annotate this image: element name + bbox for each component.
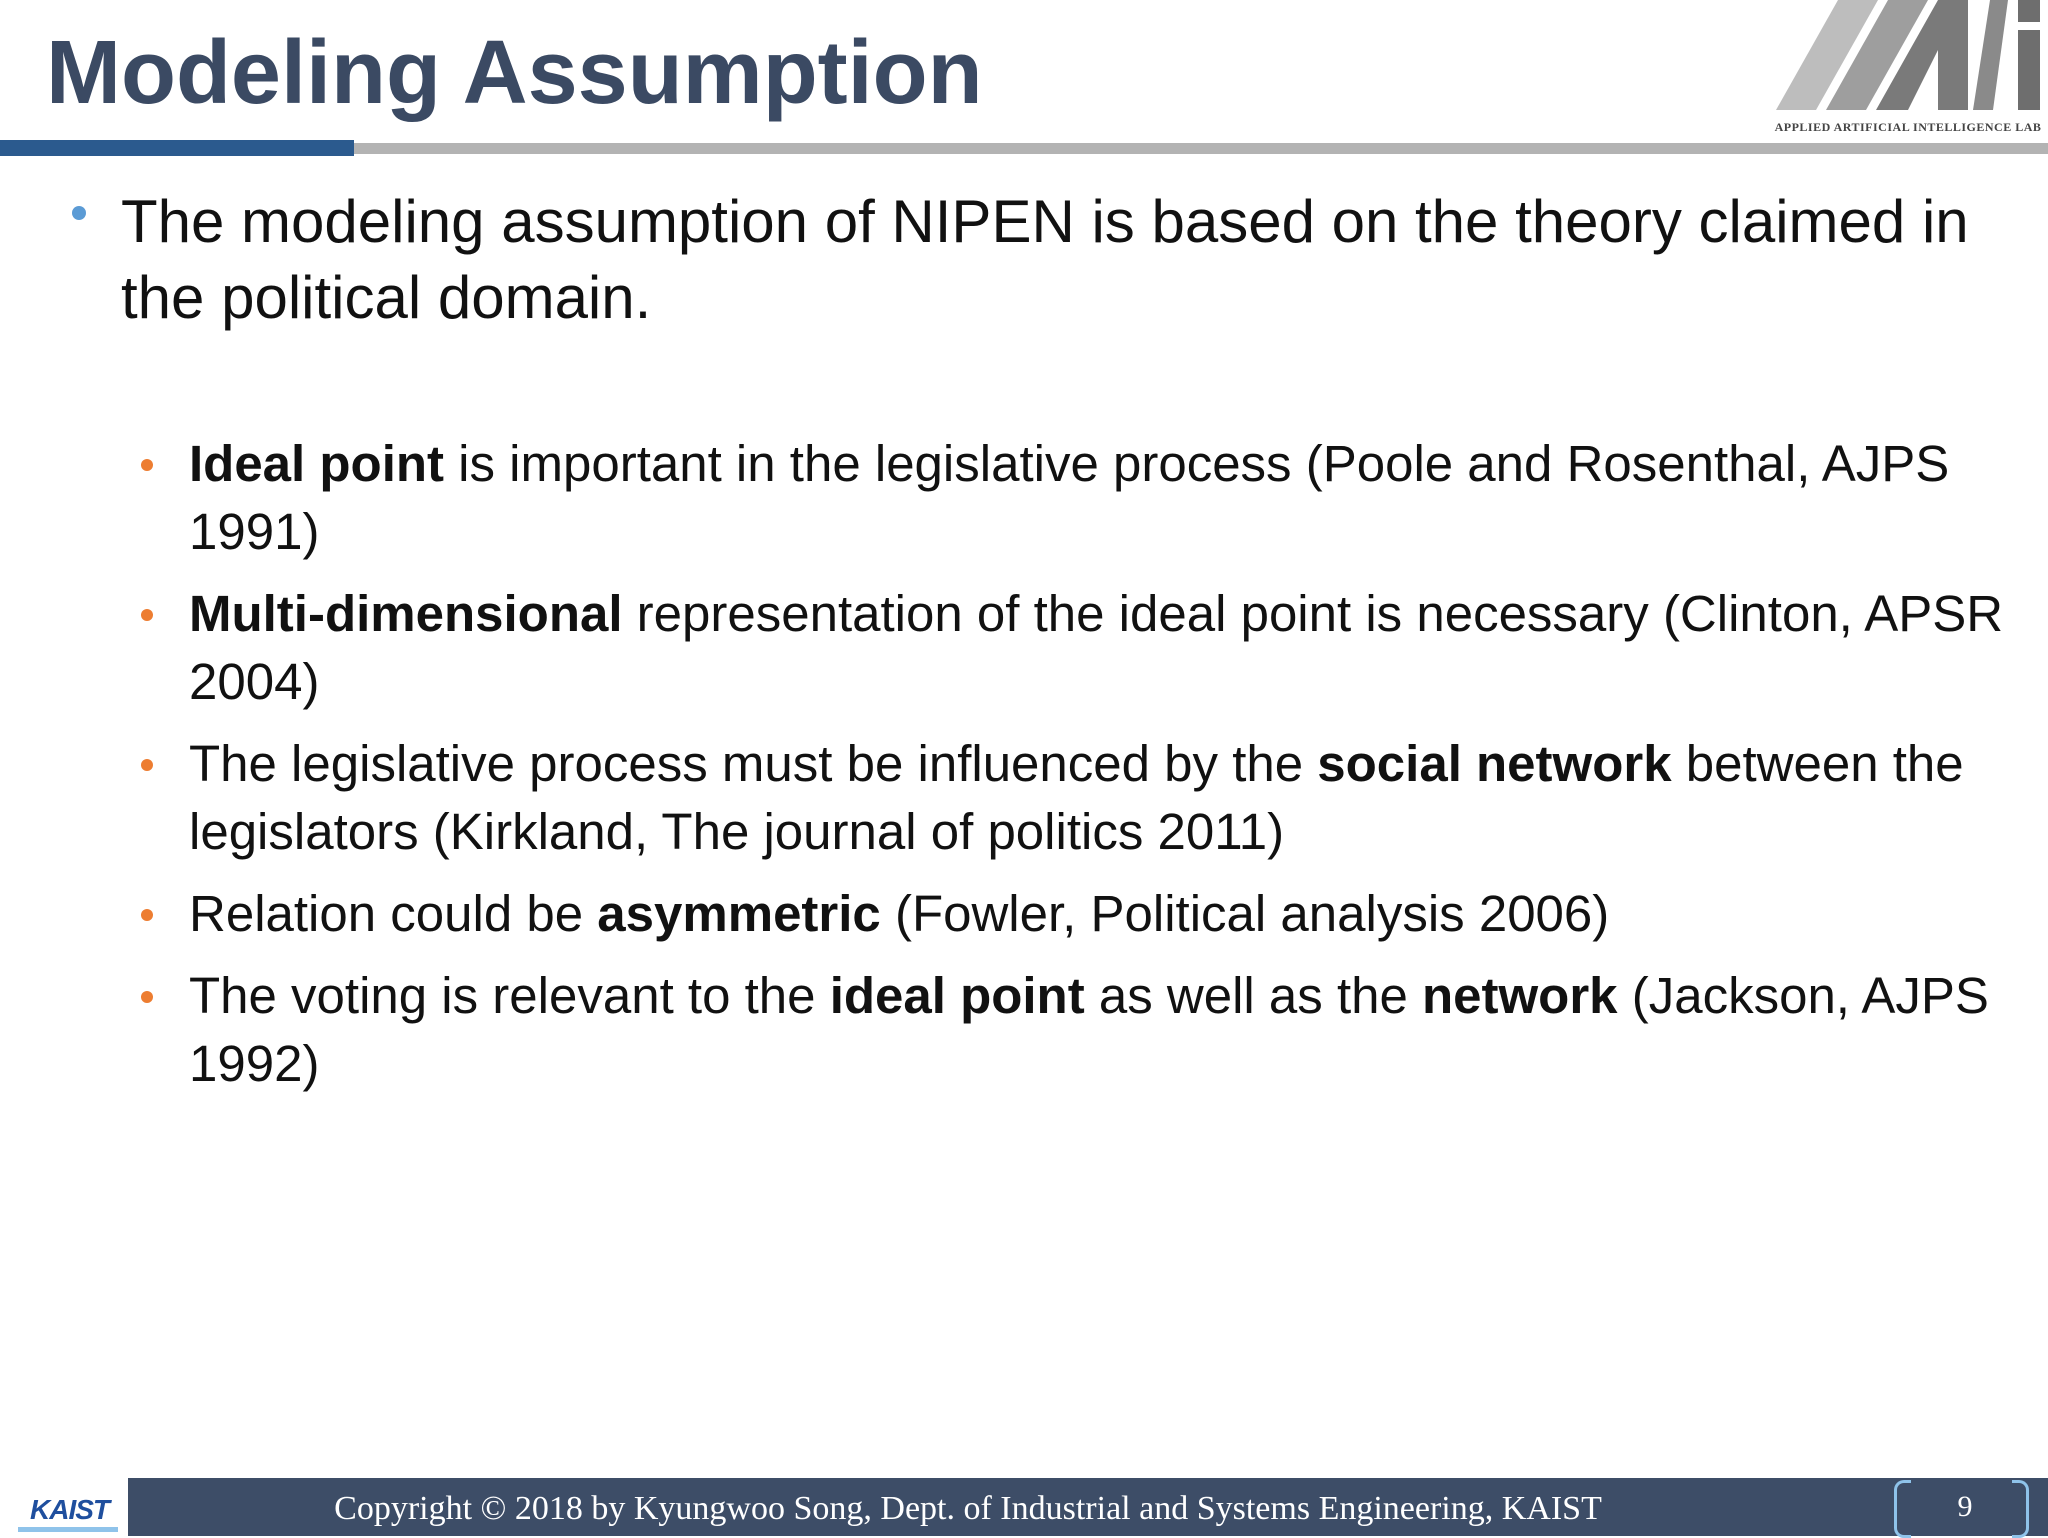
footer-copyright: Copyright © 2018 by Kyungwoo Song, Dept. of Industrial and Systems Engineering, KAIST	[334, 1490, 1602, 1527]
sub-bullet-3-bold: social network	[1317, 735, 1672, 792]
page-bracket-right	[2012, 1480, 2029, 1538]
sub-bullet-1-bold: Ideal point	[189, 435, 444, 492]
sub-bullet-4-pre: Relation could be	[189, 885, 598, 942]
sub-bullet-1	[189, 430, 2009, 566]
sub-bullet-dot	[141, 609, 153, 621]
sub-bullet-5-bold2: network	[1422, 967, 1618, 1024]
lab-logo-caption: APPLIED ARTIFICIAL INTELLIGENCE LAB	[1774, 120, 2042, 134]
sub-bullet-3	[189, 730, 2009, 866]
sub-bullet-dot	[141, 991, 153, 1003]
sub-bullet-dot	[141, 759, 153, 771]
slide-title: Modeling Assumption	[46, 23, 983, 123]
page-number: 9	[1957, 1490, 1973, 1523]
main-bullet-dot	[72, 206, 86, 220]
sub-bullet-3-text: between the legislators (Kirkland, The journal of politics 2011)	[189, 735, 1964, 860]
kaist-logo-underline	[18, 1527, 118, 1532]
main-bullet-text: The modeling assumption of NIPEN is based on the theory claimed in the political domain.	[121, 188, 1969, 331]
lab-logo	[1768, 0, 2048, 140]
sub-bullet-2-text: representation of the ideal point is necessary (Clinton, APSR 2004)	[189, 585, 2004, 710]
sub-bullet-2-bold: Multi-dimensional	[189, 585, 623, 642]
sub-bullet-dot	[141, 909, 153, 921]
sub-bullet-5	[189, 962, 2009, 1098]
sub-bullet-5-bold: ideal point	[829, 967, 1085, 1024]
sub-bullet-4-bold: asymmetric	[597, 885, 881, 942]
title-underline	[354, 143, 2048, 154]
kaist-logo: KAIST	[30, 1494, 109, 1525]
sub-bullet-dot	[141, 459, 153, 471]
sub-bullet-3-pre: The legislative process must be influenced by the	[189, 735, 1318, 792]
sub-bullet-1-text: is important in the legislative process (Poole and Rosenthal, AJPS 1991)	[189, 435, 1950, 560]
page-bracket-left	[1894, 1480, 1911, 1538]
sub-bullet-5-mid: as well as the	[1084, 967, 1423, 1024]
sub-bullet-4-text: (Fowler, Political analysis 2006)	[880, 885, 1610, 942]
sub-bullet-5-pre: The voting is relevant to the	[189, 967, 830, 1024]
sub-bullet-2	[189, 580, 2009, 716]
sub-bullet-5-text: (Jackson, AJPS 1992)	[189, 967, 1989, 1092]
title-underline-accent	[0, 140, 354, 156]
sub-bullet-4	[189, 880, 2009, 948]
